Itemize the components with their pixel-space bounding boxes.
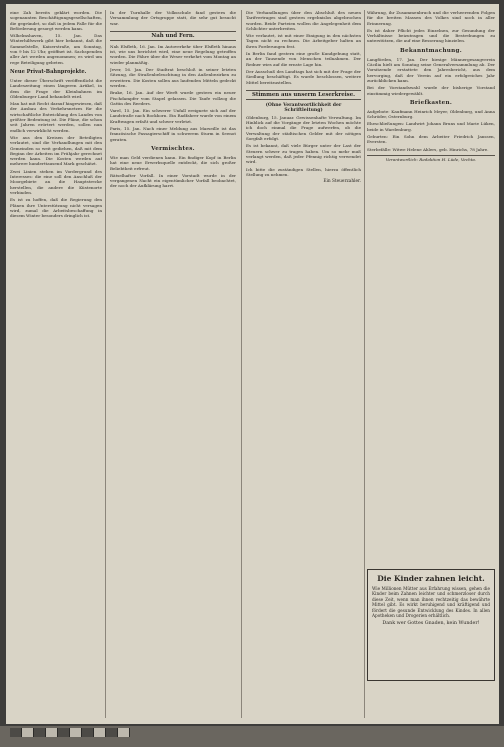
advertisement-body: Wie Millionen Mütter aus Erfahrung wissen, gehen die Kinder beim Zahnen leichter und schmerzloser durch diese Zeit, wenn man ihnen rechtzeitig das bewährte Mittel gibt. Es wirkt beruhigend und kräftigend und fördert die gesunde Entwicklung des Kindes. In allen Apotheken und Drogerien erhältlich. <box>372 586 490 619</box>
scale-block <box>106 728 118 737</box>
section-heading: Stimmen aus unserm Leserkreise. <box>246 90 361 100</box>
section-subheading: (Ohne Verantwortlichkeit der Schriftleitung) <box>265 102 342 113</box>
scale-block <box>10 728 22 737</box>
section-heading: Nah und Fern. <box>110 31 236 41</box>
paragraph: Unter dieser Überschrift veröffentlicht die Landeszeitung einen längeren Artikel, in dem die Frage der Kleinbahnen im Oldenburger Land behandelt wird. <box>10 77 102 99</box>
paragraph: Der Ausschuß des Landtags hat sich mit der Frage der Siedlung beschäftigt. Es wurde beschlossen, weitere Mittel bereitzustellen. <box>246 68 361 85</box>
imprint-note: Verantwortlich: Redaktion H. Lüde, Vechta. <box>367 155 495 162</box>
paragraph: Wie man Geld verdienen kann. Ein findiger Kopf in Berlin hat eine neue Erwerbsquelle entdeckt, die sich großer Beliebtheit erfreut. <box>110 154 236 171</box>
paragraph: Es ist bekannt, daß viele Bürger unter der Last der Steuern schwer zu tragen haben. Um so mehr muß verlangt werden, daß jeder Pfennig richtig verwendet wird. <box>246 143 361 165</box>
paragraph: Zwei Linien stehen im Vordergrund des Interesses: die eine soll den Anschluß der Moorgebiete an die Hauptstrecke herstellen, die andere die Küstenorte verbinden. <box>10 168 102 195</box>
paragraph: Wie aus den Kreisen der Beteiligten verlautet, sind die Verhandlungen mit den Gemeinden so weit gediehen, daß mit dem Beginn der Arbeiten im Frühjahr gerechnet werden kann. Die Kosten werden auf mehrere hunderttausend Mark geschätzt. <box>10 134 102 167</box>
paragraph: Währung, ihr Zusammenbruch und die verheerenden Folgen für die breiten Massen des Volkes sind noch in aller Erinnerung. <box>367 10 495 26</box>
scale-block <box>70 728 82 737</box>
column-rule <box>241 10 242 718</box>
column-2 <box>110 10 236 718</box>
column-1 <box>10 10 102 718</box>
list-item: Sterbefälle: Witwe Helene Ahlers, geb. Hinrichs, 78 Jahre. <box>367 146 489 152</box>
column-4 <box>367 10 495 564</box>
paragraph: Nah Elsfleth, 16. Jan. Im Autoverkehr über Elsfleth hinaus ist, wie uns berichtet wird, eine neue Regelung getroffen worden. Die Fähre über die Weser verkehrt vom Montag an wieder planmäßig. <box>110 43 236 65</box>
scale-block <box>58 728 70 737</box>
column-rule <box>105 10 106 718</box>
paragraph: eine Zah bereits geklärt worden. Die sogenannten Beschäftigungsgesellschaften, die gegründet, so daß in jedem Falle für die Beförderung gesorgt werden kann. <box>10 10 102 31</box>
advertisement-footer: Dank wer Gottes Gnaden, kein Wunder! <box>382 621 480 627</box>
scale-block <box>82 728 94 737</box>
paragraph: Es ist zu hoffen, daß die Regierung den Plänen ihre Unterstützung nicht versagen wird, zumal die Arbeitsbeschaffung in diesem Winter besonders dringlich ist. <box>10 197 102 219</box>
paragraph: Es ist daher Pflicht jedes Einzelnen, zur Gesundung der Verhältnisse beizutragen und die Bestrebungen zu unterstützen, die auf eine Besserung hinzielen. <box>367 27 495 44</box>
scale-block <box>46 728 58 737</box>
paragraph: Brake, 16. Jan. Auf der Werft wurde gestern ein neuer Fischdampfer vom Stapel gelassen. Die Taufe vollzog die Gattin des Reeders. <box>110 90 236 106</box>
paragraph: Ich bitte die zuständigen Stellen, hierzu öffentlich Stellung zu nehmen. <box>246 166 361 177</box>
scale-block <box>118 728 130 737</box>
paragraph: In Berlin fand gestern eine große Kundgebung statt, an der Tausende von Menschen teilnahmen. Der Redner wies auf die ernste Lage hin. <box>246 51 361 67</box>
signature: Ein Steuerzahler. <box>323 179 361 185</box>
column-3 <box>246 10 361 718</box>
paragraph: Wie verlautet, ist mit einer Einigung in den nächsten Tagen nicht zu rechnen. Die Arbeitgeber halten an ihren Forderungen fest. <box>246 33 361 49</box>
newspaper-page <box>6 4 499 724</box>
paragraph: Varel, 15. Jan. Ein schwerer Unfall ereignete sich auf der Landstraße nach Bockhorn. Ein Radfahrer wurde von einem Kraftwagen erfaßt und schwer verletzt. <box>110 108 236 124</box>
paragraph: Die Verhandlungen über den Abschluß des neuen Tarifvertrages sind gestern ergebnislos abgebrochen worden. Beide Parteien wollen die Angelegenheit dem Schlichter unterbreiten. <box>246 10 361 31</box>
paragraph: Bei der Vorstandswahl wurde der bisherige Vorstand einstimmig wiedergewählt. <box>367 85 495 96</box>
advertisement-box <box>367 569 495 681</box>
list-item: Aufgebote: Kaufmann Heinrich Meyer, Oldenburg, und Anna Schröder, Osternburg. <box>367 108 495 120</box>
scan-color-scale <box>10 728 130 737</box>
paragraph: Rätselhafter Vorfall. In einer Vorstadt wurde in der vergangenen Nacht ein eigentümlicher Vorfall beobachtet, der noch der Aufklärung harrt. <box>110 172 236 189</box>
advertisement-title: Die Kinder zahnen leicht. <box>377 574 485 583</box>
list-item: Geburten: Ein Sohn dem Arbeiter Friedrich Janssen, Eversten. <box>367 134 495 145</box>
paragraph: Wilhelmshaven, 15. Jan. Das Winterhilfswerk gibt hier bekannt, daß die Sammelstelle, Kaiserstraße, am Sonntag, von 9 bis 12 Uhr, geöffnet ist. Sachspenden aller Art werden angenommen; es wird um rege Beteiligung gebeten. <box>10 33 102 65</box>
section-heading: Bekanntmachung. <box>399 47 462 54</box>
list-item: Eheschließungen: Landwirt Johann Bruns und Marie Lüken, beide in Wardenburg. <box>367 121 495 132</box>
paragraph: Oldenburg, 15. Januar. Gewissenhafte Verwaltung. Im Hinblick auf die Vorgänge der letzten Wochen möchte ich doch einmal die Frage aufwerfen, ob die Verwaltung der städtischen Gelder mit der nötigen Sorgfalt erfolgt. <box>246 114 361 142</box>
section-heading: Vermischtes. <box>151 145 195 152</box>
paragraph: Langförden, 17. Jan. Der hiesige Männergesangverein Cäcilia hielt am Sonntag seine Generalversammlung ab. Der Vorsitzende erstattete den Jahresbericht, aus dem hervorging, daß der Verein auf ein erfolgreiches Jahr zurückblicken kann. <box>367 56 495 83</box>
scale-block <box>22 728 34 737</box>
paragraph: Man hat mit Recht darauf hingewiesen, daß der Ausbau des Verkehrsnetzes für die wirtschaftliche Entwicklung des Landes von größter Bedeutung ist. Die Pläne, die schon seit Jahren erörtert werden, sollen nun endlich verwirklicht werden. <box>10 101 102 133</box>
section-heading: Briefkasten. <box>409 99 453 106</box>
scale-block <box>94 728 106 737</box>
scale-block <box>34 728 46 737</box>
paragraph: Paris, 15. Jan. Nach einer Meldung aus Marseille ist das französische Passagierschiff in schwerem Sturm in Seenot geraten. <box>110 126 236 142</box>
column-rule <box>364 10 365 718</box>
paragraph: Jever, 16. Jan. Der Stadtrat beschloß in seiner letzten Sitzung, die Straßenbeleuchtung in den Außenbezirken zu erweitern. Die Kosten sollen aus laufenden Mitteln gedeckt werden. <box>110 67 236 88</box>
section-heading: Neue Privat-Bahnprojekte. <box>10 68 87 75</box>
paragraph: In der Turnhalle der Volksschule fand gestern die Versammlung der Ortsgruppe statt, die sehr gut besucht war. <box>110 10 236 26</box>
